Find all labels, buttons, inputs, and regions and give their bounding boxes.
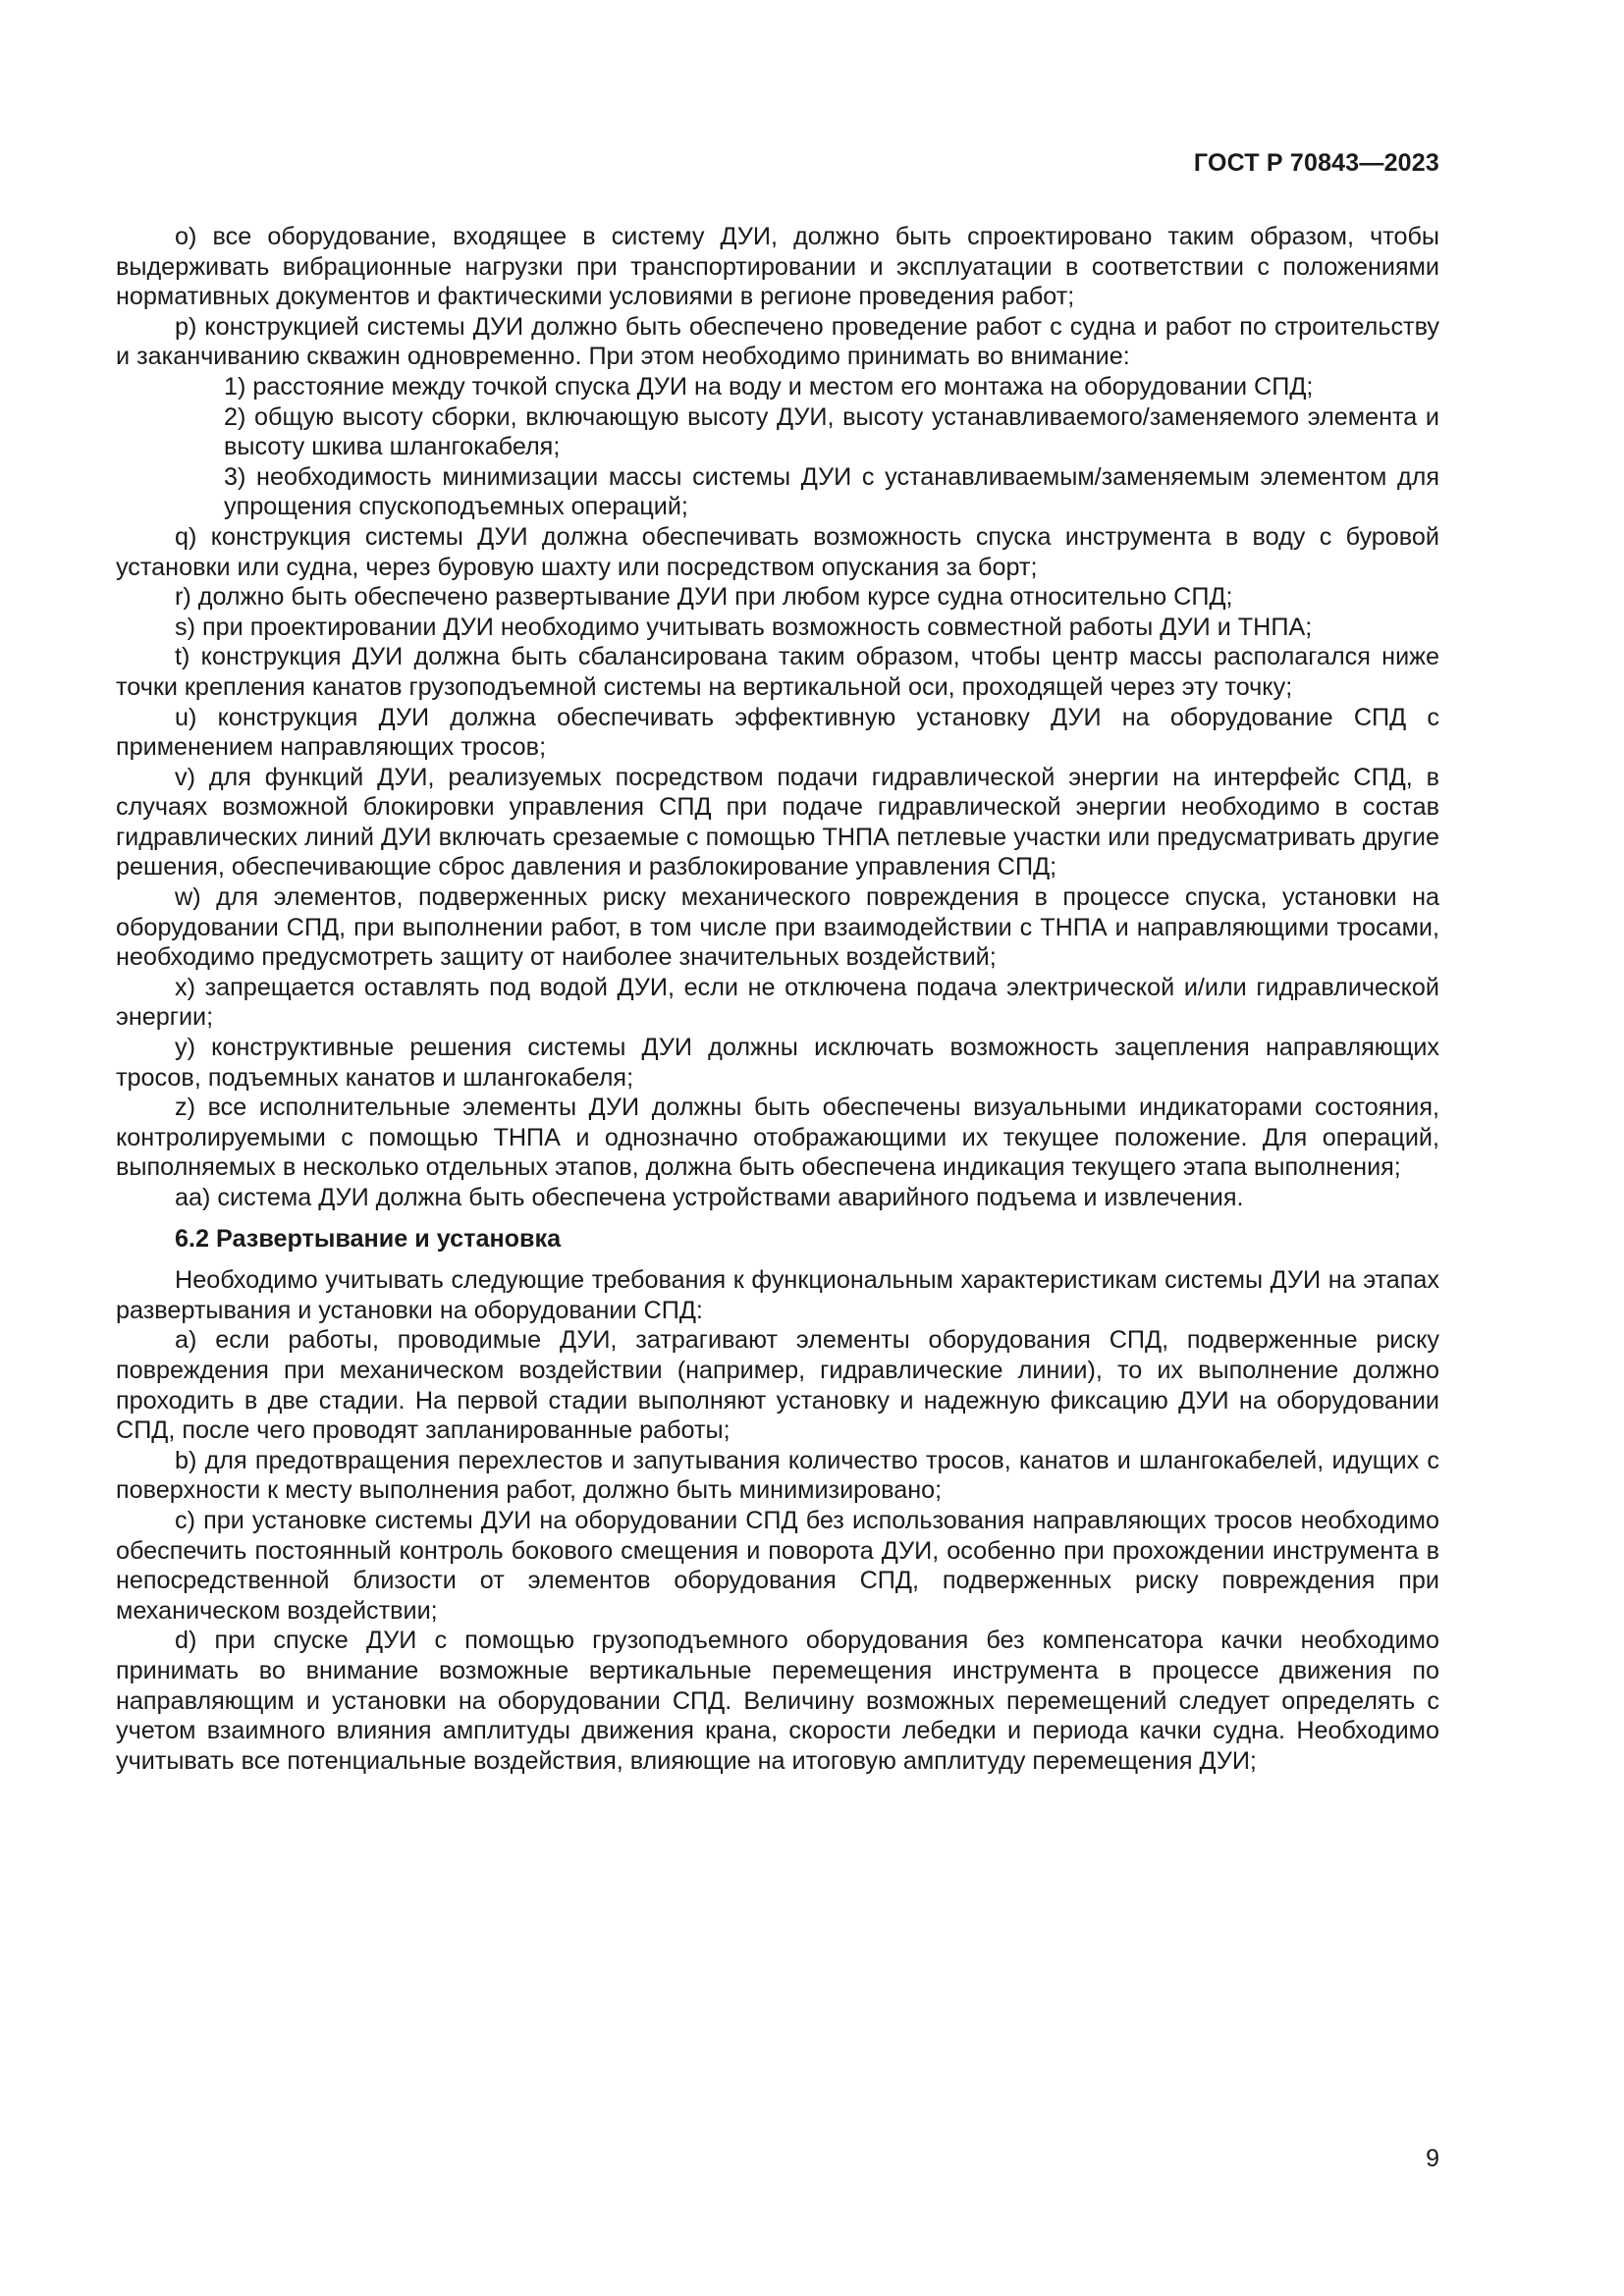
list-item-w: w) для элементов, подверженных риску механического повреждения в процессе спуска, установки на оборудовании СПД, при выполнении работ, в том числе при взаимодействии с ТНПА и направляющими тросами, необходимо предусмотреть защиту от наиболее значительных воздействий; [116, 883, 1439, 972]
section-item-a: a) если работы, проводимые ДУИ, затрагивают элементы оборудования СПД, подверженные риску повреждения при механическом воздействии (например, гидравлические линии), то их выполнение должно проходить в две стадии. На первой стадии выполняют установку и надежную фиксацию ДУИ на оборудовании СПД, после чего проводят запланированные работы; [116, 1326, 1439, 1445]
list-item-o: о) все оборудование, входящее в систему ДУИ, должно быть спроектировано таким образом, чтобы выдерживать вибрационные нагрузки при транспортировании и эксплуатации в соответствии с положениями нормативных документов и фактическими условиями в регионе проведения работ; [116, 223, 1439, 311]
sub-item-1: 1) расстояние между точкой спуска ДУИ на воду и местом его монтажа на оборудовании СПД; [224, 372, 1314, 400]
list-item-aa: аа) система ДУИ должна быть обеспечена устройствами аварийного подъема и извлечения. [175, 1184, 1244, 1211]
list-item-x: x) запрещается оставлять под водой ДУИ, если не отключена подача электрической и/или гидравлической энергии; [116, 973, 1439, 1032]
section-heading: 6.2 Развертывание и установка [175, 1224, 562, 1253]
list-item-s: s) при проектировании ДУИ необходимо учитывать возможность совместной работы ДУИ и ТНПА; [175, 613, 1313, 641]
document-code-header: ГОСТ Р 70843—2023 [1193, 149, 1439, 177]
sub-item-3: 3) необходимость минимизации массы системы ДУИ с устанавливаемым/заменяемым элементом для упрощения спускоподъемных операций; [224, 462, 1439, 521]
section-item-d: d) при спуске ДУИ с помощью грузоподъемного оборудования без компенсатора качки необходимо принимать во внимание возможные вертикальные перемещения инструмента в процессе движения по направляющим и установки на оборудовании СПД. Величину возможных перемещений следует определять с учетом взаимного влияния амплитуды движения крана, скорости лебедки и периода качки судна. Необходимо учитывать все потенциальные воздействия, влияющие на итоговую амплитуду перемещения ДУИ; [116, 1627, 1439, 1775]
list-item-t: t) конструкция ДУИ должна быть сбалансирована таким образом, чтобы центр массы располагался ниже точки крепления канатов грузоподъемной системы на вертикальной оси, проходящей через эту точку; [116, 643, 1439, 701]
list-item-u: u) конструкция ДУИ должна обеспечивать эффективную установку ДУИ на оборудование СПД с применением направляющих тросов; [116, 703, 1439, 762]
list-item-p: р) конструкцией системы ДУИ должно быть обеспечено проведение работ с судна и работ по строительству и заканчиванию скважин одновременно. При этом необходимо принимать во внимание: [116, 312, 1439, 371]
list-item-z: z) все исполнительные элементы ДУИ должны быть обеспечены визуальными индикаторами состояния, контролируемыми с помощью ТНПА и однозначно отображающими их текущее положение. Для операций, выполняемых в несколько отдельных этапов, должна быть обеспечена индикация текущего этапа выполнения; [116, 1094, 1439, 1182]
list-item-r: r) должно быть обеспечено развертывание ДУИ при любом курсе судна относительно СПД; [175, 583, 1233, 612]
section-intro: Необходимо учитывать следующие требования к функциональным характеристикам системы ДУИ на этапах развертывания и установки на оборудовании СПД: [116, 1266, 1439, 1324]
list-item-v: v) для функций ДУИ, реализуемых посредством подачи гидравлической энергии на интерфейс СПД, в случаях возможной блокировки управления СПД при подаче гидравлической энергии необходимо в состав гидравлических линий ДУИ включать срезаемые с помощью ТНПА петлевые участки или предусматривать другие решения, обеспечивающие сброс давления и разблокирование управления СПД; [116, 763, 1439, 881]
page-number: 9 [1426, 2145, 1439, 2172]
section-item-b: b) для предотвращения перехлестов и запутывания количество тросов, канатов и шлангокабелей, идущих с поверхности к месту выполнения работ, должно быть минимизировано; [116, 1446, 1439, 1505]
list-item-q: q) конструкция системы ДУИ должна обеспечивать возможность спуска инструмента в воду с буровой установки или судна, через буровую шахту или посредством опускания за борт; [116, 522, 1439, 581]
document-body [116, 222, 1439, 1776]
section-item-c: c) при установке системы ДУИ на оборудовании СПД без использования направляющих тросов необходимо обеспечить постоянный контроль бокового смещения и поворота ДУИ, особенно при прохождении инструмента в непосредственной близости от элементов оборудования СПД, подверженных риску повреждения при механическом воздействии; [116, 1506, 1439, 1625]
list-item-y: y) конструктивные решения системы ДУИ должны исключать возможность зацепления направляющих тросов, подъемных канатов и шлангокабеля; [116, 1034, 1439, 1092]
sub-item-2: 2) общую высоту сборки, включающую высоту ДУИ, высоту устанавливаемого/заменяемого элемента и высоту шкива шлангокабеля; [224, 402, 1439, 461]
